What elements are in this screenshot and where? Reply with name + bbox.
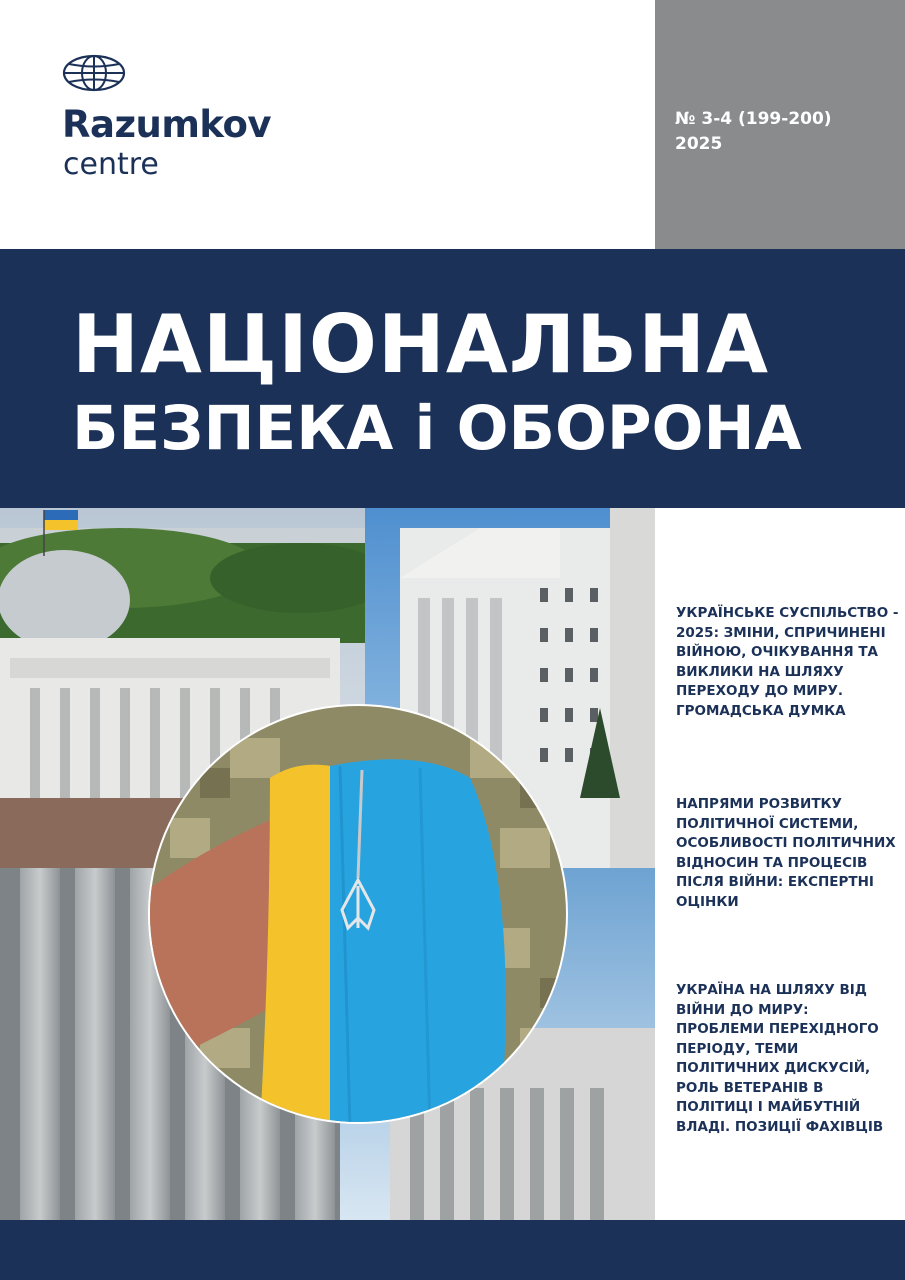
publisher-subtitle: centre [63, 147, 159, 182]
topic-headline-1: УКРАЇНСЬКЕ СУСПІЛЬСТВО - 2025: ЗМІНИ, СПРИЧИНЕНІ ВІЙНОЮ, ОЧІКУВАННЯ ТА ВИКЛИКИ НА ШЛЯХУ ПЕРЕХОДУ ДО МИРУ. ГРОМАДСЬКА ДУМКА [676, 605, 899, 719]
journal-title-line-2: БЕЗПЕКА і ОБОРОНА [72, 393, 802, 464]
title-band [0, 249, 905, 508]
globe-icon [62, 54, 126, 92]
topics-sidebar [655, 508, 905, 1220]
topic-headline-3: УКРАЇНА НА ШЛЯХУ ВІД ВІЙНИ ДО МИРУ: ПРОБЛЕМИ ПЕРЕХІДНОГО ПЕРІОДУ, ТЕМИ ПОЛІТИЧНИХ ДИСКУСІЙ, РОЛЬ ВЕТЕРАНІВ В ПОЛІТИЦІ І МАЙБУТНІЙ ВЛАДІ. ПОЗИЦІЇ ФАХІВЦІВ [676, 982, 884, 1135]
collage-illustration [0, 508, 655, 1220]
issue-number: № 3-4 (199-200) [675, 109, 832, 129]
issue-box [655, 0, 905, 249]
issue-info [675, 107, 832, 157]
footer-band [0, 1220, 905, 1280]
topic-headline-2: НАПРЯМИ РОЗВИТКУ ПОЛІТИЧНОЇ СИСТЕМИ, ОСОБЛИВОСТІ ПОЛІТИЧНИХ ВІДНОСИН ТА ПРОЦЕСІВ ПІСЛЯ ВІЙНИ: ЕКСПЕРТНІ ОЦІНКИ [676, 796, 896, 910]
publisher-name: Razumkov [62, 103, 272, 146]
issue-year: 2025 [675, 134, 723, 154]
cover-photo-collage [0, 508, 655, 1220]
header [0, 0, 905, 249]
journal-title-line-1: НАЦІОНАЛЬНА [72, 298, 770, 391]
